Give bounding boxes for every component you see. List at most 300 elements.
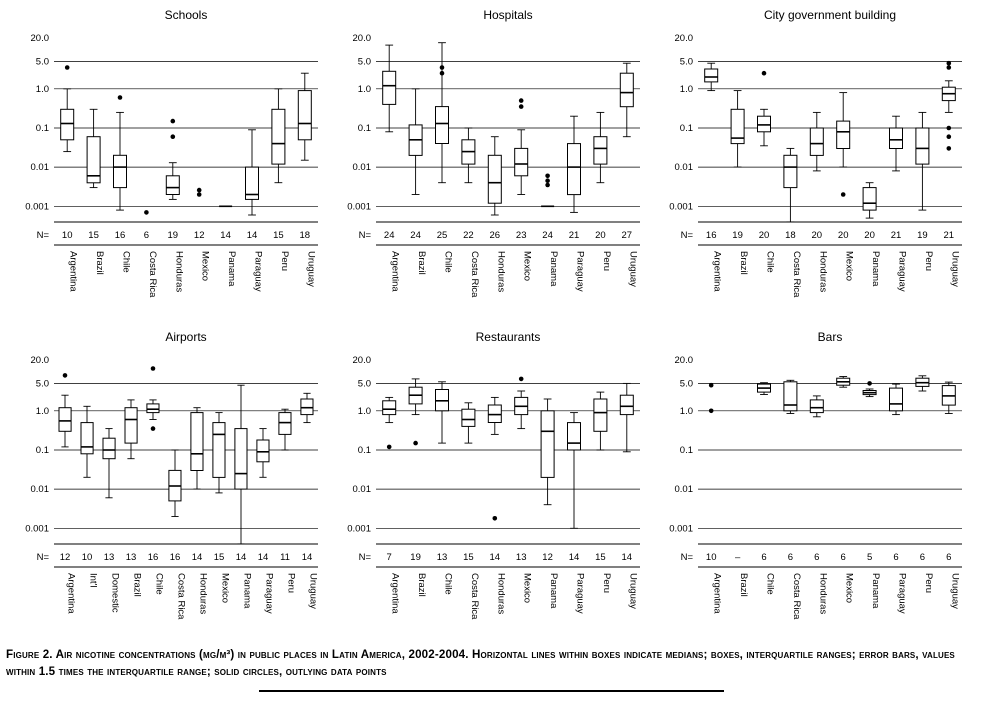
box-paraguay	[890, 384, 903, 415]
iqr-box	[114, 155, 127, 187]
y-tick-label: 0.001	[347, 201, 371, 213]
n-equals-label: N=	[680, 552, 693, 563]
box-peru	[279, 409, 291, 450]
category-label: Chile	[764, 251, 776, 273]
n-count: 24	[383, 230, 395, 241]
outlier-dot	[519, 98, 524, 103]
category-label: Chile	[153, 573, 165, 595]
iqr-box	[810, 400, 823, 413]
iqr-box	[462, 409, 475, 426]
n-count: 12	[59, 552, 71, 563]
y-tick-label: 5.0	[679, 378, 693, 390]
category-label: Costa Rica	[146, 251, 158, 298]
y-tick-label: 0.01	[30, 162, 49, 174]
box-honduras	[166, 119, 179, 200]
y-tick-label: 5.0	[357, 56, 371, 68]
category-label: Paraguay	[896, 573, 908, 614]
box-panama	[541, 174, 554, 207]
n-count: 13	[436, 552, 448, 563]
iqr-box	[784, 155, 797, 187]
y-tick-label: 20.0	[674, 354, 693, 366]
n-count: 16	[169, 552, 181, 563]
box-argentina	[61, 65, 74, 151]
box-costa-rica	[784, 380, 797, 413]
iqr-box	[103, 438, 115, 459]
box-uruguay	[298, 73, 311, 160]
category-label: Peru	[600, 251, 612, 272]
category-label: Panama	[226, 251, 238, 287]
category-label: Paraguay	[263, 573, 275, 614]
n-count: 6	[787, 552, 794, 563]
category-label: Honduras	[197, 573, 209, 615]
box-peru	[916, 112, 929, 210]
y-tick-label: 5.0	[357, 378, 371, 390]
category-label: Uruguay	[627, 251, 639, 287]
iqr-box	[488, 155, 501, 203]
category-label: Panama	[548, 573, 560, 609]
category-label: Mexico	[843, 573, 855, 604]
category-label: Uruguay	[949, 573, 961, 609]
iqr-box	[620, 395, 633, 414]
iqr-box	[191, 413, 203, 471]
y-tick-label: 0.01	[30, 484, 49, 496]
iqr-box	[916, 128, 929, 164]
y-tick-label: 0.001	[669, 201, 693, 213]
y-tick-label: 1.0	[357, 83, 371, 95]
category-label: Brazil	[131, 573, 143, 597]
n-count: 14	[489, 552, 501, 563]
iqr-box	[890, 128, 903, 149]
outlier-dot	[171, 134, 176, 139]
category-label: Honduras	[817, 573, 829, 615]
n-count: 15	[595, 552, 606, 563]
category-label: Paraguay	[896, 251, 908, 292]
panel-title: Restaurants	[475, 330, 541, 344]
n-count: 24	[542, 230, 553, 241]
category-label: Costa Rica	[790, 251, 802, 298]
category-label: Mexico	[219, 573, 231, 604]
n-count: 10	[61, 230, 73, 241]
y-tick-label: 20.0	[674, 32, 693, 44]
outlier-dot	[171, 119, 176, 124]
iqr-box	[705, 69, 718, 82]
n-count: 13	[515, 552, 527, 563]
n-count: 25	[436, 230, 448, 241]
category-label: Peru	[285, 573, 297, 594]
panel-title: Bars	[817, 330, 843, 344]
figure-caption	[6, 646, 975, 681]
box-argentina	[383, 45, 396, 132]
category-label: Chile	[764, 573, 776, 595]
category-label: Mexico	[199, 251, 211, 282]
panel-title: Airports	[165, 330, 207, 344]
box-peru	[272, 89, 285, 183]
iqr-box	[59, 408, 71, 432]
outlier-dot	[197, 188, 202, 193]
box-paraguay	[568, 413, 581, 529]
n-count: 6	[761, 552, 767, 563]
y-tick-label: 20.0	[352, 354, 371, 366]
box-costa-rica	[462, 128, 475, 183]
category-label: Brazil	[416, 573, 428, 597]
category-label: Mexico	[843, 251, 855, 282]
y-tick-label: 0.01	[674, 162, 693, 174]
n-equals-label: N=	[36, 230, 49, 241]
n-count: 27	[621, 230, 633, 241]
n-count: 26	[489, 230, 501, 241]
y-tick-label: 1.0	[35, 405, 49, 417]
box-argentina	[709, 383, 714, 413]
category-label: Panama	[870, 251, 882, 287]
n-count: 11	[280, 552, 290, 563]
bottom-rule	[259, 690, 724, 692]
n-count: 20	[837, 230, 849, 241]
n-count: 14	[257, 552, 269, 563]
outlier-dot	[709, 383, 714, 388]
iqr-box	[541, 411, 554, 478]
n-count: 21	[943, 230, 955, 241]
n-count: 7	[386, 552, 392, 563]
n-count: 19	[732, 230, 743, 241]
category-label: Honduras	[173, 251, 185, 293]
category-label: Costa Rica	[175, 573, 187, 620]
n-equals-label: N=	[680, 230, 693, 241]
n-count: 15	[88, 230, 99, 241]
n-equals-label: N=	[36, 552, 49, 563]
box-costa-rica	[144, 210, 149, 215]
panel-title: Schools	[164, 8, 208, 22]
iqr-box	[594, 399, 607, 431]
iqr-box	[515, 148, 528, 175]
category-label: Uruguay	[949, 251, 961, 287]
iqr-box	[301, 399, 313, 415]
category-label: Uruguay	[627, 573, 639, 609]
box-uruguay	[301, 393, 313, 422]
category-label: Argentina	[67, 251, 79, 292]
n-count: 14	[301, 552, 313, 563]
panel-title: City government building	[763, 8, 897, 22]
box-costa-rica	[784, 148, 797, 222]
box-paraguay	[246, 130, 259, 215]
box-honduras	[488, 137, 501, 215]
outlier-dot	[197, 192, 202, 197]
category-label: Panama	[548, 251, 560, 287]
box-peru	[594, 112, 607, 182]
box-chile	[758, 383, 771, 395]
outlier-dot	[151, 366, 156, 371]
outlier-dot	[519, 104, 524, 109]
category-label: Mexico	[521, 573, 533, 604]
n-equals-label: N=	[358, 552, 371, 563]
n-count: 20	[811, 230, 823, 241]
n-count: 14	[220, 230, 231, 241]
category-label: Honduras	[495, 573, 507, 615]
box-costa-rica	[462, 403, 475, 443]
category-label: Costa Rica	[790, 573, 802, 620]
outlier-dot	[947, 146, 952, 151]
n-count: 14	[246, 230, 258, 241]
box-honduras	[810, 112, 823, 170]
y-tick-label: 0.01	[352, 162, 371, 174]
n-count: 14	[191, 552, 203, 563]
box-uruguay	[942, 61, 955, 151]
n-count: 18	[785, 230, 796, 241]
box-panama	[235, 385, 247, 544]
box-chile	[758, 71, 771, 146]
box-costa-rica	[169, 450, 181, 517]
iqr-box	[863, 188, 876, 211]
iqr-box	[125, 408, 137, 443]
y-tick-label: 0.1	[357, 445, 371, 456]
iqr-box	[147, 404, 159, 413]
iqr-box	[758, 116, 771, 132]
iqr-box	[272, 109, 285, 164]
outlier-dot	[118, 95, 123, 100]
outlier-dot	[947, 134, 952, 139]
boxplot-hospitals	[330, 4, 648, 320]
category-label: Honduras	[817, 251, 829, 293]
category-label: Peru	[600, 573, 612, 594]
outlier-dot	[63, 373, 68, 378]
n-count: 15	[463, 552, 474, 563]
boxplot-schools	[8, 4, 326, 320]
n-count: 22	[463, 230, 474, 241]
y-tick-label: 0.1	[35, 445, 49, 456]
iqr-box	[81, 423, 93, 454]
iqr-box	[810, 128, 823, 155]
category-label: Argentina	[389, 251, 401, 292]
iqr-box	[383, 71, 396, 104]
category-label: Costa Rica	[468, 251, 480, 298]
outlier-dot	[144, 210, 149, 215]
box-honduras	[488, 397, 501, 520]
outlier-dot	[519, 377, 524, 382]
category-label: Paraguay	[574, 573, 586, 614]
n-count: 6	[840, 552, 846, 563]
n-count: 14	[568, 552, 580, 563]
n-count: 23	[515, 230, 527, 241]
category-label: Costa Rica	[468, 573, 480, 620]
iqr-box	[383, 401, 396, 415]
category-label: Uruguay	[305, 251, 317, 287]
outlier-dot	[440, 71, 445, 76]
box-paraguay	[890, 116, 903, 171]
outlier-dot	[413, 441, 418, 446]
box-chile	[147, 366, 159, 431]
y-tick-label: 5.0	[35, 56, 49, 68]
category-label: Chile	[442, 573, 454, 595]
n-count: –	[734, 552, 741, 563]
outlier-dot	[493, 516, 498, 521]
boxplot-airports	[8, 326, 326, 642]
n-count: 10	[81, 552, 93, 563]
n-count: 6	[946, 552, 952, 563]
box-peru	[594, 392, 607, 450]
y-tick-label: 0.01	[352, 484, 371, 496]
n-count: 18	[299, 230, 311, 241]
n-count: 10	[705, 552, 717, 563]
category-label: Argentina	[65, 573, 77, 614]
y-tick-label: 0.1	[679, 445, 693, 456]
n-count: 21	[568, 230, 580, 241]
n-count: 14	[235, 552, 247, 563]
box-paraguay	[257, 429, 269, 478]
n-count: 13	[125, 552, 137, 563]
n-count: 19	[167, 230, 179, 241]
box-chile	[436, 382, 449, 443]
iqr-box	[213, 423, 225, 478]
n-count: 20	[595, 230, 606, 241]
outlier-dot	[151, 426, 156, 431]
outlier-dot	[947, 126, 952, 131]
category-label: Argentina	[389, 573, 401, 614]
iqr-box	[436, 107, 449, 144]
box-mexico	[213, 413, 225, 493]
box-peru	[916, 376, 929, 391]
outlier-dot	[762, 71, 767, 76]
box-mexico	[837, 93, 850, 197]
category-label: Panama	[870, 573, 882, 609]
category-label: Argentina	[711, 573, 723, 614]
category-label: Panama	[241, 573, 253, 609]
box-chile	[436, 43, 449, 183]
n-count: 16	[705, 230, 717, 241]
outlier-dot	[867, 381, 872, 386]
box-uruguay	[620, 383, 633, 451]
box-argentina	[59, 373, 71, 447]
iqr-box	[594, 137, 607, 164]
y-tick-label: 1.0	[357, 405, 371, 417]
category-label: Brazil	[738, 251, 750, 275]
iqr-box	[61, 109, 74, 140]
box-honduras	[191, 408, 203, 489]
category-label: Paraguay	[574, 251, 586, 292]
outlier-dot	[440, 65, 445, 70]
category-label: Int'l	[87, 573, 99, 588]
category-label: Brazil	[94, 251, 106, 275]
y-tick-label: 1.0	[679, 405, 693, 417]
y-tick-label: 0.001	[25, 201, 49, 213]
n-count: 6	[814, 552, 820, 563]
n-count: 20	[864, 230, 875, 241]
box-mexico	[515, 98, 528, 194]
y-tick-label: 0.1	[35, 123, 49, 134]
y-tick-label: 5.0	[35, 378, 49, 390]
outlier-dot	[947, 65, 952, 70]
n-count: 12	[193, 230, 205, 241]
boxplot-city-government-building	[652, 4, 970, 320]
n-count: 16	[147, 552, 159, 563]
y-tick-label: 1.0	[35, 83, 49, 95]
box-argentina	[383, 397, 396, 449]
iqr-box	[620, 73, 633, 107]
n-count: 12	[542, 552, 553, 563]
category-label: Chile	[442, 251, 454, 273]
y-tick-label: 0.1	[357, 123, 371, 134]
iqr-box	[488, 405, 501, 423]
y-tick-label: 20.0	[30, 354, 49, 366]
iqr-box	[166, 176, 179, 195]
outlier-dot	[709, 409, 714, 414]
category-label: Paraguay	[252, 251, 264, 292]
y-tick-label: 5.0	[679, 56, 693, 68]
y-tick-label: 0.001	[25, 523, 49, 535]
outlier-dot	[841, 192, 846, 197]
n-equals-label: N=	[358, 230, 371, 241]
caption-figure-label: Figure 2.	[6, 648, 53, 661]
box-uruguay	[620, 63, 633, 137]
n-count: 6	[919, 552, 926, 563]
box-panama	[863, 183, 876, 218]
outlier-dot	[947, 61, 952, 66]
n-count: 21	[890, 230, 902, 241]
n-count: 24	[410, 230, 421, 241]
category-label: Chile	[120, 251, 132, 273]
category-label: Peru	[922, 251, 934, 272]
category-label: Domestic	[109, 573, 121, 613]
outlier-dot	[65, 65, 70, 70]
category-label: Mexico	[521, 251, 533, 282]
box-domestic	[103, 429, 115, 498]
y-tick-label: 0.001	[669, 523, 693, 535]
n-count: 6	[893, 552, 899, 563]
category-label: Peru	[922, 573, 934, 594]
n-count: 15	[213, 552, 225, 563]
outlier-dot	[545, 183, 550, 188]
iqr-box	[837, 121, 850, 148]
box-int-l	[81, 406, 93, 477]
box-brazil	[731, 91, 744, 168]
box-chile	[114, 95, 127, 210]
iqr-box	[298, 91, 311, 140]
n-count: 16	[114, 230, 126, 241]
category-label: Peru	[278, 251, 290, 272]
iqr-box	[235, 429, 247, 490]
n-count: 15	[273, 230, 284, 241]
box-brazil	[87, 109, 100, 187]
iqr-box	[890, 388, 903, 411]
iqr-box	[568, 144, 581, 195]
n-count: 6	[143, 230, 150, 241]
y-tick-label: 0.1	[679, 123, 693, 134]
box-uruguay	[942, 382, 955, 413]
outlier-dot	[545, 174, 550, 179]
n-count: 19	[410, 552, 421, 563]
n-count: 13	[103, 552, 115, 563]
n-count: 20	[758, 230, 770, 241]
outlier-dot	[545, 178, 550, 183]
y-tick-label: 20.0	[352, 32, 371, 44]
boxplot-restaurants	[330, 326, 648, 642]
boxplot-bars	[652, 326, 970, 642]
box-mexico	[515, 377, 528, 429]
y-tick-label: 0.001	[347, 523, 371, 535]
category-label: Honduras	[495, 251, 507, 293]
box-mexico	[197, 188, 202, 197]
box-argentina	[705, 63, 718, 90]
y-tick-label: 1.0	[679, 83, 693, 95]
n-count: 5	[866, 552, 873, 563]
iqr-box	[257, 440, 269, 462]
caption-text: Air nicotine concentrations (µg/m³) in public places in Latin America, 2002-2004. Horizontal lines within boxes indicate medians; boxes, interquartile ranges; error bars, values within 1.5 times the interquartile range; solid circles, outlying data points	[6, 648, 955, 679]
n-count: 19	[917, 230, 928, 241]
box-mexico	[837, 377, 850, 388]
iqr-box	[568, 423, 581, 450]
box-honduras	[810, 396, 823, 417]
panel-title: Hospitals	[483, 8, 533, 22]
outlier-dot	[387, 445, 392, 450]
y-tick-label: 20.0	[30, 32, 49, 44]
